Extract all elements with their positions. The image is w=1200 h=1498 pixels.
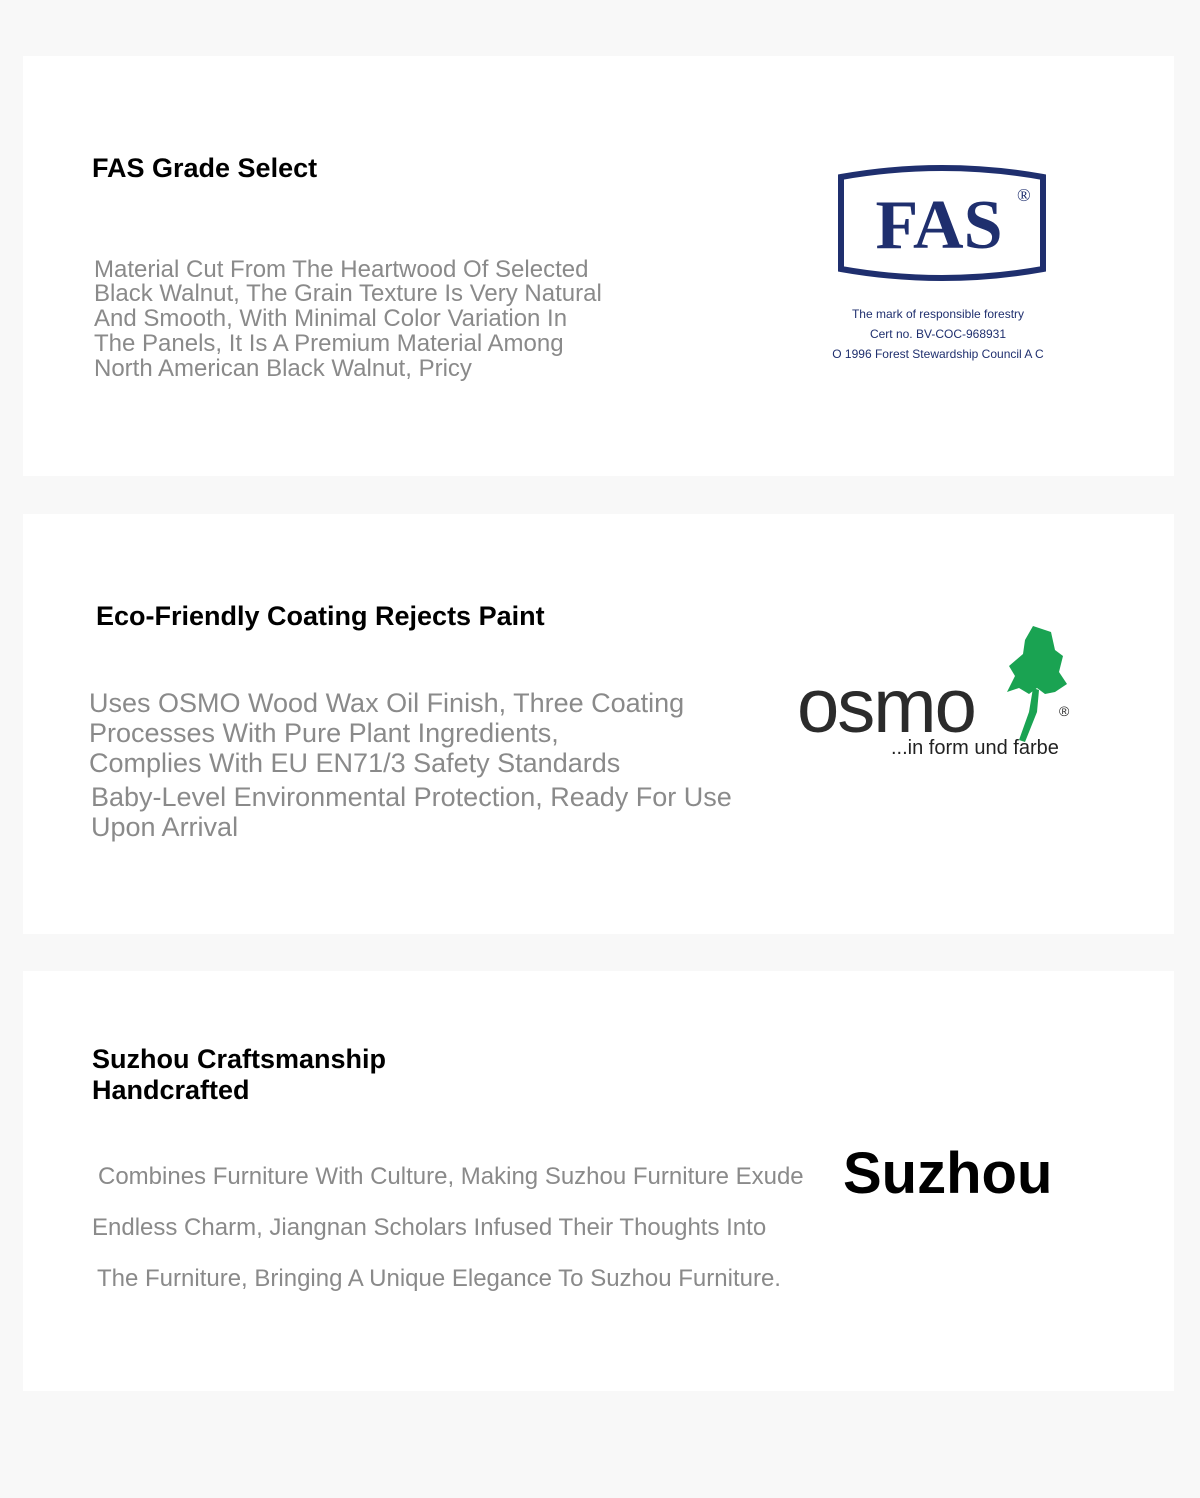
- description-line: North American Black Walnut, Pricy: [94, 355, 472, 382]
- caption-line: O 1996 Forest Stewardship Council A C: [832, 347, 1044, 361]
- description-line: The Furniture, Bringing A Unique Elegance To Suzhou Furniture.: [97, 1265, 781, 1292]
- description-line: The Panels, It Is A Premium Material Among: [94, 330, 564, 357]
- osmo-tree-icon: [1007, 626, 1067, 694]
- description-line: Upon Arrival: [91, 812, 239, 842]
- description-line: Complies With EU EN71/3 Safety Standards: [89, 748, 621, 778]
- fas-section-title: FAS Grade Select: [92, 153, 318, 183]
- osmo-tagline: ...in form und farbe: [891, 737, 1059, 759]
- osmo-section-description: [89, 688, 732, 842]
- suzhou-section-card: [23, 971, 1174, 1391]
- description-line: Processes With Pure Plant Ingredients,: [89, 718, 559, 748]
- description-line: Endless Charm, Jiangnan Scholars Infused Their Thoughts Into: [92, 1214, 767, 1241]
- osmo-section-card: [23, 514, 1174, 934]
- osmo-registered-mark: ®: [1059, 703, 1070, 719]
- description-line: And Smooth, With Minimal Color Variation In: [94, 305, 568, 332]
- description-line: Combines Furniture With Culture, Making Suzhou Furniture Exude: [98, 1163, 804, 1190]
- suzhou-section-title: [92, 1044, 386, 1106]
- caption-line: The mark of responsible forestry: [851, 307, 1025, 321]
- description-line: Material Cut From The Heartwood Of Selected: [94, 256, 589, 283]
- fas-section-description: [94, 256, 602, 382]
- title-line: Handcrafted: [92, 1075, 250, 1105]
- title-line: Suzhou Craftsmanship: [92, 1044, 387, 1074]
- suzhou-section-description: [92, 1151, 804, 1304]
- fas-certification-caption: [813, 304, 1063, 364]
- suzhou-logo-text: Suzhou: [843, 1141, 1053, 1206]
- description-line: Uses OSMO Wood Wax Oil Finish, Three Coating: [89, 688, 685, 718]
- fas-section-card: [23, 56, 1174, 476]
- caption-line: Cert no. BV-COC-968931: [869, 327, 1007, 341]
- fas-registered-mark: ®: [1017, 185, 1031, 205]
- fas-logo-text: FAS: [875, 187, 1003, 264]
- osmo-logo-text: osmo: [797, 664, 975, 749]
- osmo-section-title: Eco-Friendly Coating Rejects Paint: [96, 601, 545, 631]
- description-line: Baby-Level Environmental Protection, Ready For Use: [91, 782, 732, 812]
- fas-logo-icon: [837, 163, 1047, 283]
- description-line: Black Walnut, The Grain Texture Is Very Natural: [94, 280, 602, 307]
